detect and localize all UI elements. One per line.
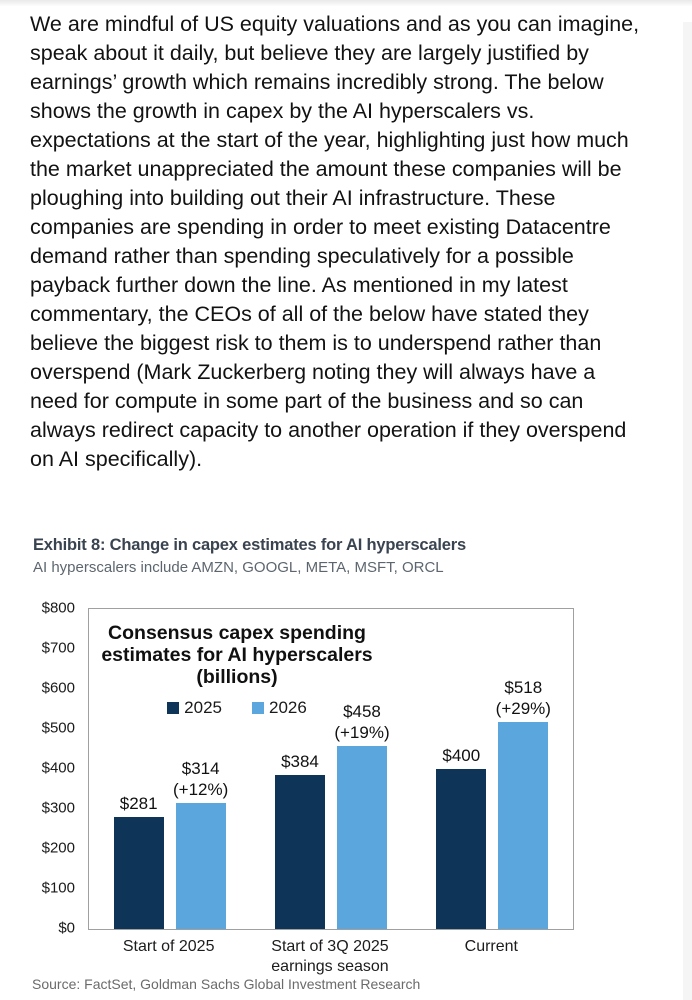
chart-title-line: estimates for AI hyperscalers	[101, 644, 373, 666]
bar-group	[275, 701, 390, 929]
bar-2026	[498, 722, 548, 929]
x-category-label-line: Current	[464, 938, 518, 955]
bar-value-label	[173, 758, 228, 800]
exhibit-header	[33, 536, 466, 576]
bar-2025	[436, 769, 486, 929]
bar-value-label-line: $400	[442, 746, 481, 765]
bar-value-label-line: $518	[504, 677, 543, 697]
top-edge-shadow	[0, 0, 692, 6]
source-note: Source: FactSet, Goldman Sachs Global Investment Research	[32, 976, 421, 992]
x-category-label-line: earnings season	[271, 958, 389, 975]
bar-value-label-line: $314	[181, 759, 220, 779]
y-tick-label: $500	[41, 719, 75, 737]
y-tick-label: $100	[41, 879, 75, 897]
bar-2026	[176, 803, 226, 929]
x-category-label	[411, 937, 572, 977]
bar-value-label-line: $458	[343, 701, 381, 721]
capex-bar-chart	[0, 600, 692, 980]
bar-value-label-line: (+19%)	[334, 722, 390, 742]
y-tick-label: $0	[58, 919, 75, 937]
x-category-label-line: Start of 3Q 2025	[271, 938, 389, 955]
y-tick-label: $300	[41, 799, 75, 817]
bar-value-label-line: (+29%)	[495, 698, 551, 718]
bar-value-label-line: $384	[281, 752, 319, 772]
y-tick-label: $400	[41, 759, 75, 777]
bar-groups	[89, 609, 573, 929]
x-category-label-line: Start of 2025	[122, 938, 215, 955]
x-category-label	[88, 937, 249, 977]
bar-value-label	[334, 701, 389, 743]
bar-value-label	[281, 751, 319, 772]
bar-with-label	[334, 701, 390, 929]
bar-value-label	[120, 793, 158, 814]
legend-label: 2025	[184, 698, 222, 717]
exhibit-title: Exhibit 8: Change in capex estimates for AI hyperscalers	[33, 536, 466, 554]
exhibit-subtitle: AI hyperscalers include AMZN, GOOGL, META, MSFT, ORCL	[33, 559, 444, 576]
bar-2025	[275, 775, 325, 929]
bar-value-label-line: (+12%)	[173, 780, 229, 800]
x-category-label	[249, 937, 410, 977]
bar-with-label	[173, 758, 229, 929]
bar-with-label	[275, 751, 325, 929]
commentary-paragraph: We are mindful of US equity valuations and as you can imagine, speak about it daily, but believe they are largely justified by earnings’ growth which remains incredibly strong. The below shows the growth in capex by the AI hyperscalers vs. expectations at the start of the year, highlighting just how much the market unappreciated the amount these companies will be ploughing into building out their AI infrastructure. These companies are spending in order to meet existing Datacentre demand rather than spending speculatively for a possible payback further down the line. As mentioned in my latest commentary, the CEOs of all of the below have stated they believe the biggest risk to them is to underspend rather than overspend (Mark Zuckerberg noting they will always have a need for compute in some part of the business and so can always redirect capacity to another operation if they overspend on AI specifically).	[30, 12, 640, 471]
chart-title-line: Consensus capex spending	[108, 622, 366, 644]
bar-value-label-line: $281	[119, 793, 158, 813]
y-tick-label: $600	[41, 679, 75, 697]
bar-with-label	[114, 793, 164, 929]
y-axis	[0, 599, 75, 937]
y-tick-label: $200	[41, 839, 75, 857]
legend-label: 2026	[269, 698, 307, 717]
x-axis-labels	[88, 937, 572, 977]
bar-value-label	[442, 745, 480, 766]
bar-value-label	[496, 677, 551, 719]
plot-area	[88, 608, 574, 930]
chart-title-line: (billions)	[196, 666, 278, 688]
bar-2026	[337, 746, 387, 929]
bar-with-label	[436, 745, 486, 929]
y-tick-label: $700	[41, 639, 75, 657]
bar-2025	[114, 817, 164, 929]
y-tick-label: $800	[41, 599, 75, 617]
bar-with-label	[495, 677, 551, 929]
bar-group	[114, 758, 229, 929]
bar-group	[436, 677, 551, 929]
